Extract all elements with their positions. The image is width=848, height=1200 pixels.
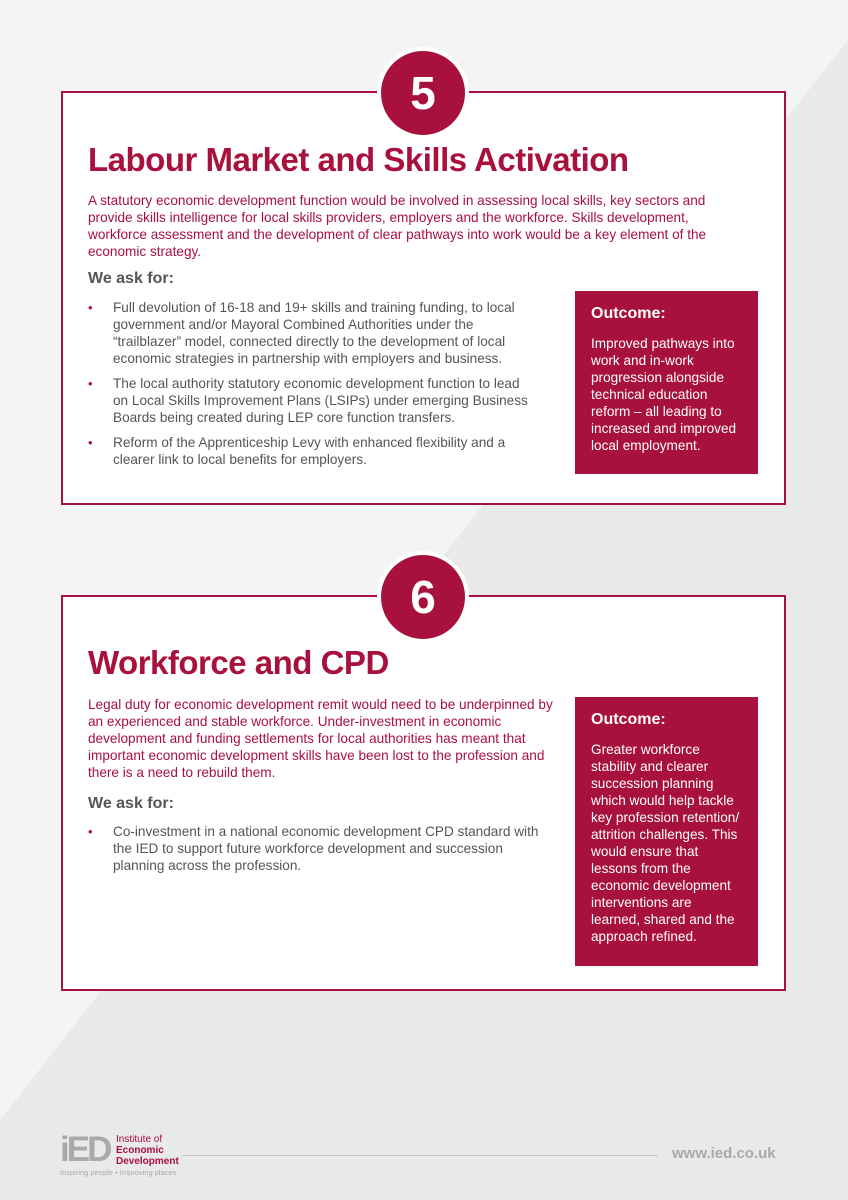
ask-text: Co-investment in a national economic development CPD standard with the IED to support future workforce development and succession planning across the profession.	[113, 824, 539, 873]
logo-organisation-name	[116, 1134, 196, 1167]
logo-line-1: Institute of	[116, 1134, 163, 1145]
section-6-title: Workforce and CPD	[88, 644, 389, 681]
list-item	[88, 299, 538, 367]
section-6-number: 6	[410, 571, 436, 623]
section-5-ask-heading: We ask for:	[88, 270, 174, 287]
section-5-intro: A statutory economic development function would be involved in assessing local skills, key sectors and provide skills intelligence for local skills providers, employers and the workforce. Skills development, workforce assessment and the development of clear pathways into work would be a key element of the economic strategy.	[88, 193, 707, 259]
footer-url[interactable]: www.ied.co.uk	[672, 1145, 776, 1162]
section-5-number-badge	[377, 47, 469, 139]
section-6-outcome-box	[575, 697, 758, 966]
list-item	[88, 375, 538, 426]
section-5-ask-list	[88, 299, 538, 476]
logo-line-2: Economic	[116, 1145, 164, 1156]
list-item	[88, 434, 538, 468]
logo-tagline: Inspiring people • Improving places	[60, 1168, 177, 1177]
ask-text: Full devolution of 16-18 and 19+ skills and training funding, to local government and/or Mayoral Combined Authorities under the “trailblazer” model, connected directly to the development of local economic strategies in partnership with employers and business.	[113, 300, 515, 366]
section-5-title: Labour Market and Skills Activation	[88, 141, 629, 178]
section-6-number-badge	[377, 551, 469, 643]
bullet-icon: •	[88, 376, 93, 391]
section-6-intro: Legal duty for economic development remit would need to be underpinned by an experienced and stable workforce. Under-investment in economic development and funding settlements for local authorities has meant that important economic development skills have been lost to the profession and there is a need to rebuild them.	[88, 697, 553, 780]
section-6-ask-heading: We ask for:	[88, 795, 174, 812]
outcome-text: Improved pathways into work and in-work progression alongside technical education reform – all leading to increased and improved local employment.	[591, 336, 737, 453]
bullet-icon: •	[88, 435, 93, 450]
list-item	[88, 823, 558, 874]
logo-mark: iED	[60, 1130, 110, 1169]
section-5-number: 5	[410, 67, 436, 119]
section-6-ask-list	[88, 823, 558, 882]
bullet-icon: •	[88, 824, 93, 839]
logo-line-3: Development	[116, 1156, 179, 1167]
outcome-heading: Outcome:	[591, 711, 666, 728]
ask-text: Reform of the Apprenticeship Levy with enhanced flexibility and a clearer link to local benefits for employers.	[113, 435, 506, 467]
section-5-outcome-box	[575, 291, 758, 474]
bullet-icon: •	[88, 300, 93, 315]
outcome-heading: Outcome:	[591, 305, 666, 322]
footer-divider	[182, 1155, 658, 1156]
ask-text: The local authority statutory economic development function to lead on Local Skills Improvement Plans (LSIPs) under emerging Business Boards being created during LEP core function transfers.	[113, 376, 528, 425]
ied-logo	[60, 1132, 190, 1177]
outcome-text: Greater workforce stability and clearer succession planning which would help tackle key profession retention/ attrition challenges. This would ensure that lessons from the economic development interventions are learned, shared and the approach refined.	[591, 742, 740, 944]
